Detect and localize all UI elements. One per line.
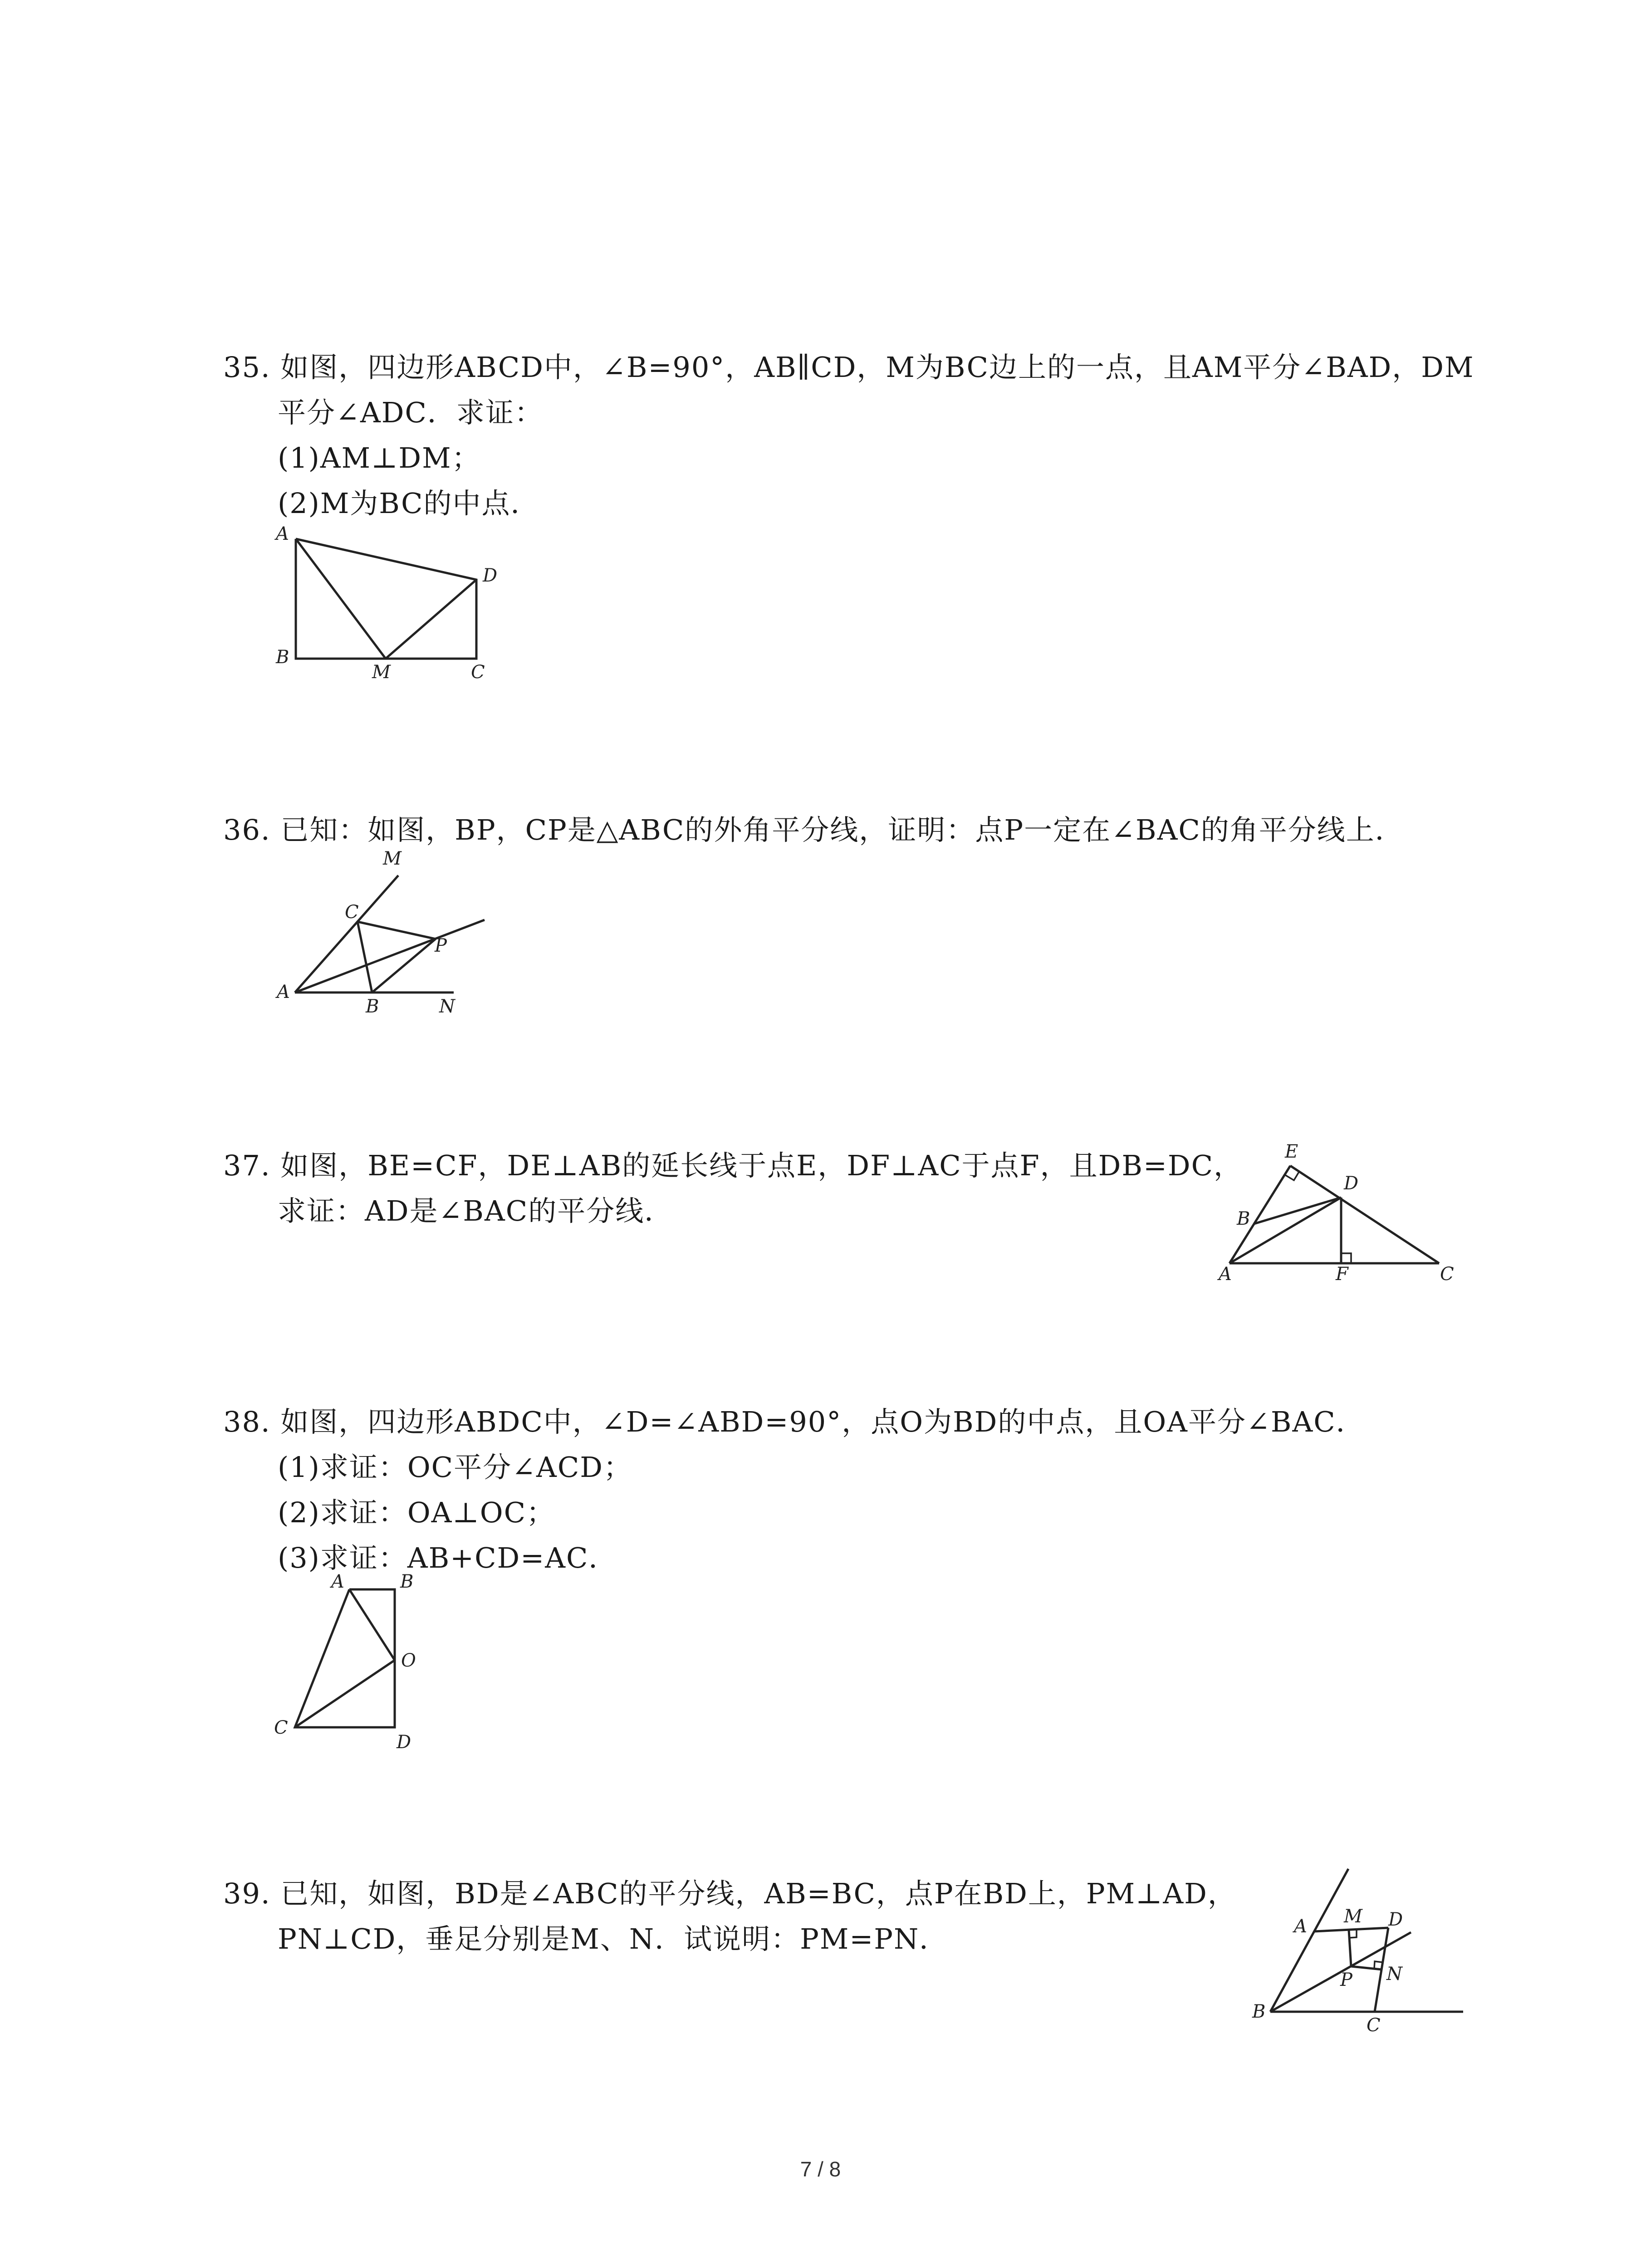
figure-38-segment-AO: [349, 1589, 395, 1660]
figure-38-label-C: C: [274, 1717, 288, 1738]
figure-37-label-C: C: [1440, 1264, 1454, 1285]
problem-38-line-2: (1)求证：OC平分∠ACD；: [278, 1451, 632, 1484]
figure-36-label-N: N: [439, 996, 455, 1017]
figure-35-label-M: M: [372, 662, 391, 683]
problem-37-line-1: 37. 如图，BE=CF，DE⊥AB的延长线于点E，DF⊥AC于点F，且DB=DC，: [223, 1149, 1243, 1182]
problem-38-line-3: (2)求证：OA⊥OC；: [278, 1496, 556, 1529]
figure-38-quadrilateral: [295, 1589, 395, 1727]
figure-35: [263, 522, 517, 694]
figure-36-ray-AM: [295, 875, 398, 992]
figure-36-ray-AP: [295, 920, 485, 992]
figure-36-segment-BP: [372, 939, 436, 992]
figure-36-label-A: A: [277, 982, 290, 1002]
figure-35-label-D: D: [483, 565, 498, 586]
figure-35-quadrilateral: [296, 539, 476, 659]
problem-39-line-1: 39. 已知，如图，BD是∠ABC的平分线，AB=BC，点P在BD上，PM⊥AD，: [223, 1877, 1237, 1910]
figure-38-label-O: O: [401, 1650, 416, 1671]
figure-39-segment-PM: [1349, 1930, 1351, 1966]
figure-37: [1207, 1134, 1479, 1297]
problem-35-line-2: 平分∠ADC．求证：: [278, 396, 544, 429]
figure-36: [263, 848, 517, 1021]
figure-37-right-angle-F: [1341, 1253, 1351, 1263]
problem-35-line-3: (1)AM⊥DM；: [278, 441, 481, 474]
problem-36-line-1: 36. 已知：如图，BP，CP是△ABC的外角平分线，证明：点P一定在∠BAC的角平分线上．: [223, 813, 1404, 846]
figure-38: [263, 1571, 454, 1755]
figure-39-label-D: D: [1388, 1909, 1403, 1930]
problem-35-line-4: (2)M为BC的中点．: [278, 487, 540, 520]
problem-39-line-2: PN⊥CD，垂足分别是M、N．试说明：PM=PN．: [278, 1922, 949, 1955]
figure-38-label-A: A: [331, 1571, 344, 1592]
problem-35-line-1: 35. 如图，四边形ABCD中，∠B=90°，AB∥CD，M为BC边上的一点，且AM平分∠BAD，DM: [223, 351, 1474, 384]
figure-39-label-M: M: [1344, 1906, 1362, 1927]
figure-39-label-B: B: [1252, 2001, 1266, 2022]
figure-39-label-A: A: [1294, 1916, 1307, 1937]
figure-36-label-M: M: [383, 848, 402, 869]
figure-39-segment-PN: [1351, 1966, 1382, 1970]
figure-38-label-D: D: [397, 1732, 411, 1753]
figure-38-label-B: B: [400, 1571, 414, 1592]
figure-35-label-B: B: [276, 647, 289, 668]
figure-37-label-A: A: [1219, 1264, 1232, 1285]
figure-39-segment-AD: [1314, 1928, 1388, 1931]
figure-38-segment-CO: [295, 1660, 395, 1727]
problem-37-line-2: 求证：AD是∠BAC的平分线．: [278, 1194, 674, 1227]
figure-39: [1243, 1860, 1479, 2041]
figure-37-segment-AD: [1230, 1198, 1341, 1263]
problem-38-line-1: 38. 如图，四边形ABDC中，∠D=∠ABD=90°，点O为BD的中点，且OA平分∠BAC．: [223, 1405, 1365, 1438]
figure-39-label-P: P: [1340, 1970, 1352, 1990]
figure-36-segment-CB: [358, 922, 372, 992]
figure-36-label-P: P: [435, 935, 447, 956]
figure-35-segment-MD: [386, 580, 476, 659]
figure-35-label-C: C: [471, 662, 485, 683]
figure-36-segment-CP: [358, 922, 436, 939]
figure-37-label-E: E: [1285, 1141, 1298, 1162]
figure-39-label-C: C: [1367, 2015, 1381, 2036]
figure-39-label-N: N: [1386, 1964, 1402, 1984]
figure-39-right-angle-M: [1349, 1930, 1357, 1938]
figure-37-label-D: D: [1344, 1173, 1359, 1194]
figure-37-label-F: F: [1336, 1264, 1348, 1285]
figure-36-label-C: C: [345, 902, 359, 923]
figure-35-label-A: A: [276, 523, 289, 544]
figure-37-label-B: B: [1237, 1208, 1250, 1229]
page-number: 7 / 8: [800, 2157, 841, 2181]
figure-36-label-B: B: [366, 996, 379, 1017]
problem-38-line-4: (3)求证：AB+CD=AC．: [278, 1541, 618, 1574]
